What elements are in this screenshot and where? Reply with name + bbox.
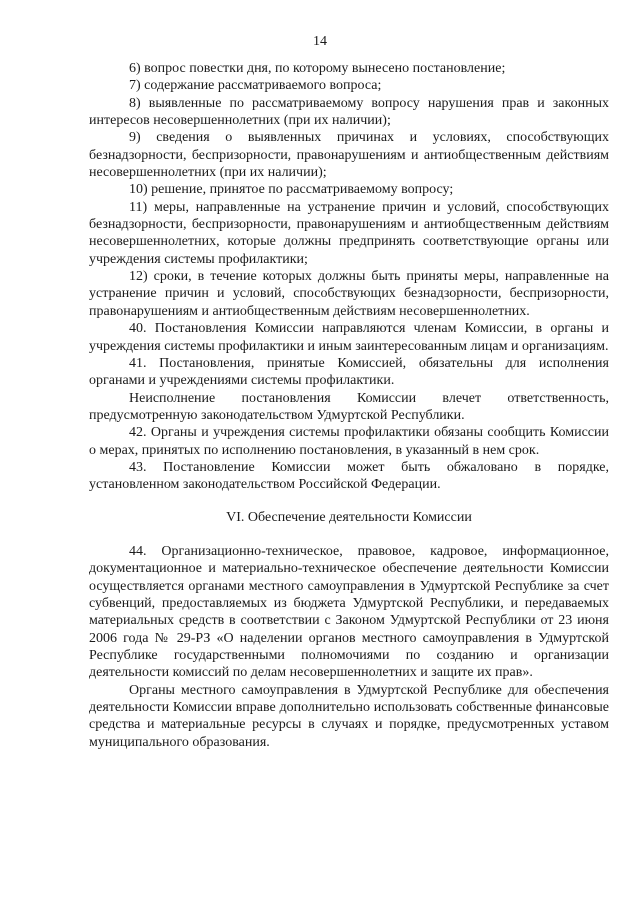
paragraph-clause-40: 40. Постановления Комиссии направляются членам Комиссии, в органы и учреждения системы профилактики и иным заинтересованным лицам и организациям. <box>89 321 609 354</box>
paragraph-clause-41: 41. Постановления, принятые Комиссией, обязательны для исполнения органами и учреждениями системы профилактики. <box>89 355 609 389</box>
page-number: 14 <box>313 34 327 49</box>
document-body <box>89 60 609 751</box>
paragraph-item-9: 9) сведения о выявленных причинах и условиях, способствующих безнадзорности, беспризорности, правонарушениям и антиобщественным действиям несовершеннолетних (при их наличии); <box>89 130 609 181</box>
paragraph-clause-43: 43. Постановление Комиссии может быть обжаловано в порядке, установленном законодательством Российской Федерации. <box>89 459 609 493</box>
paragraph-item-7: 7) содержание рассматриваемого вопроса; <box>129 78 382 94</box>
paragraph-clause-42: 42. Органы и учреждения системы профилактики обязаны сообщить Комиссии о мерах, принятых по исполнению постановления, в указанный в нем срок. <box>89 425 609 458</box>
paragraph-item-8: 8) выявленные по рассматриваемому вопросу нарушения прав и законных интересов несовершеннолетних (при их наличии); <box>89 95 609 129</box>
paragraph-clause-44-funding: Органы местного самоуправления в Удмуртской Республике для обеспечения деятельности Комиссии вправе дополнительно использовать собственные финансовые средства и материальные ресурсы в случаях и порядке, предусмотренных уставом муниципального образования. <box>89 682 609 750</box>
section-title: VI. Обеспечение деятельности Комиссии <box>226 509 472 525</box>
paragraph-item-12: 12) сроки, в течение которых должны быть приняты меры, направленные на устранение причин и условий, способствующих безнадзорности, беспризорности, правонарушениям и антиобщественным действиям несовершеннолетних. <box>89 269 609 319</box>
paragraph-item-6: 6) вопрос повестки дня, по которому вынесено постановление; <box>129 61 506 76</box>
paragraph-item-11: 11) меры, направленные на устранение причин и условий, способствующих безнадзорности, беспризорности, правонарушениям и антиобщественным действиям несовершеннолетних, которые должны предпринять соответствующие органы или учреждения системы профилактики; <box>89 199 609 267</box>
paragraph-clause-44: 44. Организационно-техническое, правовое, кадровое, информационное, документационное и материально-техническое обеспечение деятельности Комиссии осуществляется органами местного самоуправления в Удмуртской Республике за счет субвенций, предоставляемых из бюджета Удмуртской Республики, и передаваемых материальных средств в соответствии с Законом Удмуртской Республики от 23 июня 2006 года № 29-РЗ «О наделении органов местного самоуправления в Удмуртской Республике государственными полномочиями по созданию и организации деятельности комиссий по делам несовершеннолетних и защите их прав». <box>89 543 609 681</box>
paragraph-item-10: 10) решение, принятое по рассматриваемому вопросу; <box>129 182 454 198</box>
paragraph-clause-41-liability: Неисполнение постановления Комиссии влечет ответственность, предусмотренную законодательством Удмуртской Республики. <box>89 390 609 423</box>
